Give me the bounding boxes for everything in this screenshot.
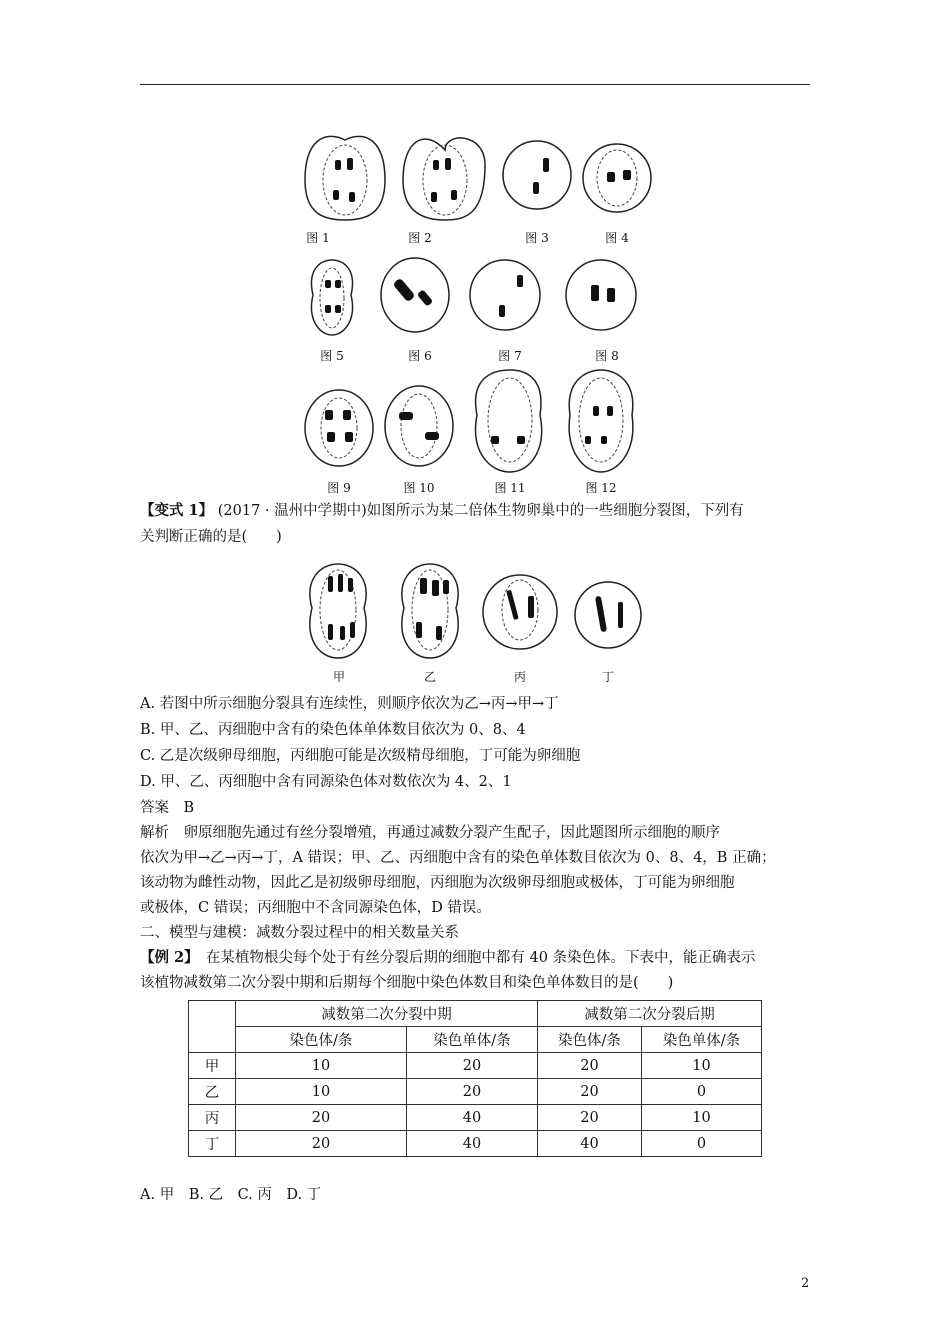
- cell-label: 乙: [423, 670, 436, 684]
- cell: 20: [407, 1053, 538, 1079]
- cell: 20: [538, 1105, 642, 1131]
- figure-caption: 图 2: [408, 231, 432, 245]
- cell: 0: [642, 1131, 762, 1157]
- answer: 答案 B: [140, 800, 195, 816]
- cell: 40: [538, 1131, 642, 1157]
- table-row: [189, 1131, 762, 1157]
- row-label: 丁: [189, 1131, 236, 1157]
- cell-label: 丁: [601, 670, 614, 684]
- example2-line2: 该植物减数第二次分裂中期和后期每个细胞中染色体数目和染色单体数目的是( ): [140, 975, 674, 991]
- table-sub-header: 染色单体/条: [407, 1027, 538, 1053]
- figure-caption: 图 6: [408, 349, 432, 363]
- option-a: A. 若图中所示细胞分裂具有连续性，则顺序依次为乙→丙→甲→丁: [140, 696, 559, 712]
- row-label: 乙: [189, 1079, 236, 1105]
- figure-caption: 图 1: [306, 231, 330, 245]
- table-sub-header: 染色体/条: [236, 1027, 407, 1053]
- figure-caption: 图 4: [605, 231, 629, 245]
- analysis-line: 依次为甲→乙→丙→丁，A 错误；甲、乙、丙细胞中含有的染色单体数目依次为 0、8、4，B 正确；: [140, 850, 776, 866]
- figure-caption: 图 8: [595, 349, 619, 363]
- table-group-header: 减数第二次分裂后期: [538, 1001, 762, 1027]
- cell: 0: [642, 1079, 762, 1105]
- figure-caption: 图 10: [403, 481, 435, 495]
- variant-question-line2: 关判断正确的是( ): [140, 529, 282, 545]
- option-c: C. 乙是次级卵母细胞，丙细胞可能是次级精母细胞，丁可能为卵细胞: [140, 748, 581, 764]
- cell-division-figures-1-12: [295, 120, 665, 500]
- example2-tag: 【例 2】: [140, 949, 192, 966]
- example2-line1: 【例 2】 在某植物根尖每个处于有丝分裂后期的细胞中都有 40 条染色体。下表中，能正确表示: [140, 949, 756, 966]
- figure-caption: 图 11: [494, 481, 526, 495]
- table-row: [189, 1053, 762, 1079]
- data-table: [188, 1000, 762, 1157]
- figure-caption: 图 12: [585, 481, 617, 495]
- table-corner: [189, 1001, 236, 1053]
- option-b: B. 甲、乙、丙细胞中含有的染色体单体数目依次为 0、8、4: [140, 722, 526, 738]
- cell: 20: [538, 1079, 642, 1105]
- header-rule: [140, 84, 810, 85]
- row-label: 甲: [189, 1053, 236, 1079]
- variant-cell-figures: [300, 560, 650, 665]
- table-group-header: 减数第二次分裂中期: [236, 1001, 538, 1027]
- cell: 10: [642, 1105, 762, 1131]
- figure-caption: 图 3: [525, 231, 549, 245]
- table-row: [189, 1105, 762, 1131]
- table-sub-header: 染色单体/条: [642, 1027, 762, 1053]
- analysis-line: 解析 卵原细胞先通过有丝分裂增殖，再通过减数分裂产生配子，因此题图所示细胞的顺序: [140, 825, 720, 841]
- cell: 10: [642, 1053, 762, 1079]
- cell: 10: [236, 1053, 407, 1079]
- cell: 10: [236, 1079, 407, 1105]
- row-label: 丙: [189, 1105, 236, 1131]
- cell: 20: [538, 1053, 642, 1079]
- variant-tag: 【变式 1】: [140, 502, 214, 519]
- cell: 20: [407, 1079, 538, 1105]
- cell: 20: [236, 1105, 407, 1131]
- cell-label: 甲: [332, 670, 345, 684]
- page-number: 2: [801, 1276, 810, 1291]
- section-title: 二、模型与建模：减数分裂过程中的相关数量关系: [140, 925, 459, 941]
- figure-caption: 图 9: [327, 481, 351, 495]
- table-sub-header: 染色体/条: [538, 1027, 642, 1053]
- cell: 20: [236, 1131, 407, 1157]
- variant-question-line1: 【变式 1】 (2017 · 温州中学期中)如图所示为某二倍体生物卵巢中的一些细胞分裂图，下列有: [140, 502, 744, 519]
- figure-caption: 图 5: [320, 349, 344, 363]
- cell: 40: [407, 1131, 538, 1157]
- cell-label: 丙: [513, 670, 526, 684]
- option-d: D. 甲、乙、丙细胞中含有同源染色体对数依次为 4、2、1: [140, 774, 512, 790]
- analysis-line: 或极体，C 错误；丙细胞中不含同源染色体，D 错误。: [140, 900, 491, 916]
- analysis-line: 该动物为雌性动物，因此乙是初级卵母细胞，丙细胞为次级卵母细胞或极体，丁可能为卵细胞: [140, 875, 735, 891]
- table-row: [189, 1079, 762, 1105]
- example2-choices: A. 甲 B. 乙 C. 丙 D. 丁: [140, 1187, 322, 1203]
- figure-caption: 图 7: [498, 349, 522, 363]
- cell: 40: [407, 1105, 538, 1131]
